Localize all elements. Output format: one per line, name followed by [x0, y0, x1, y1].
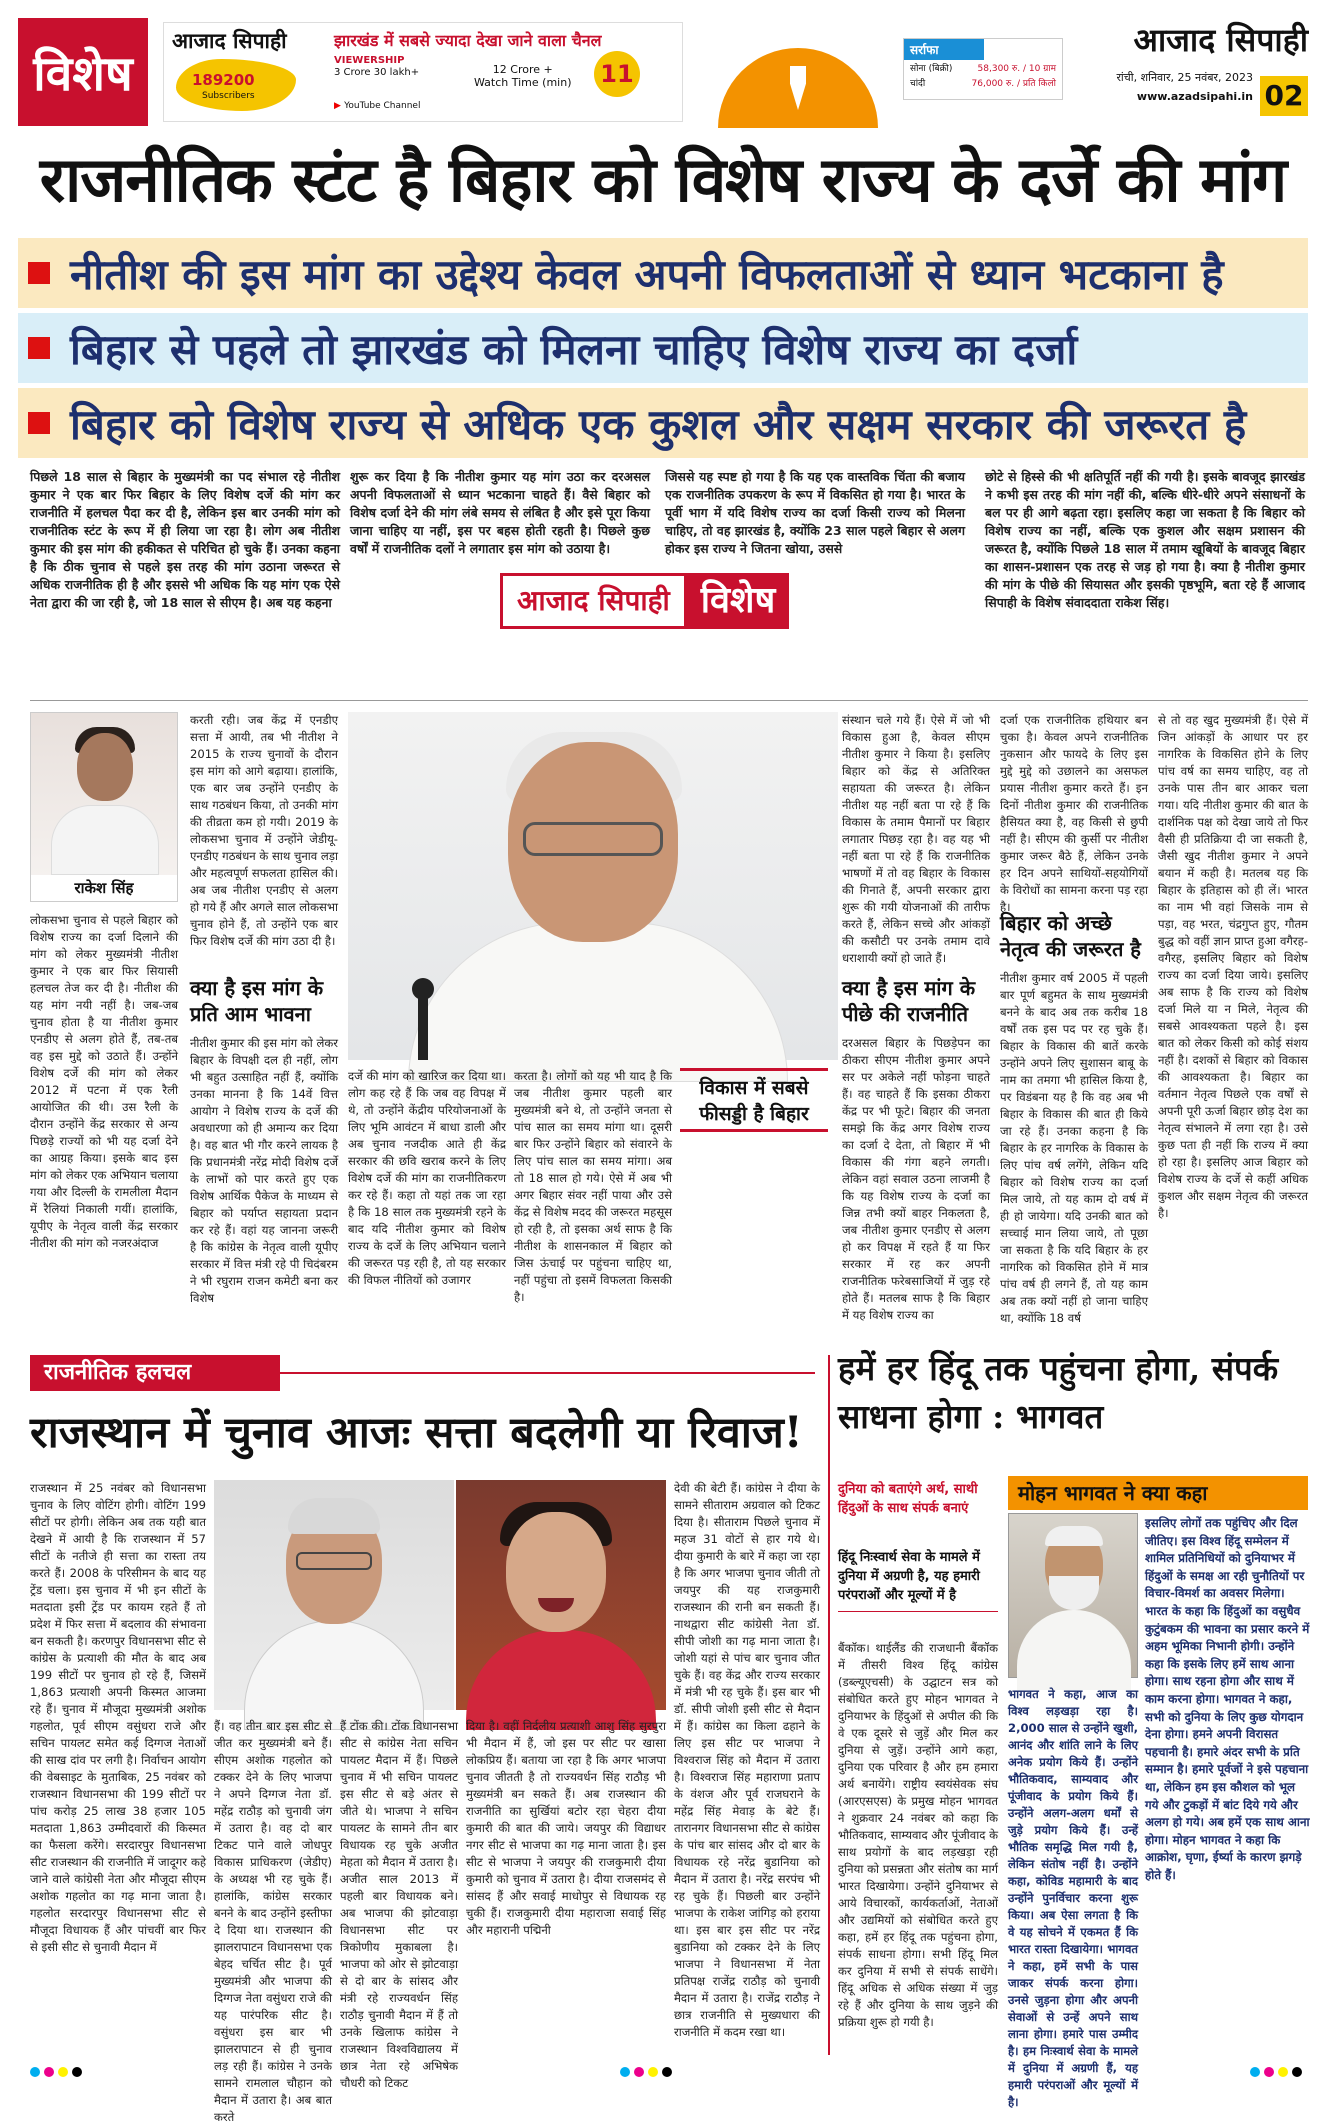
logo-name: आजाद सिपाही — [500, 573, 687, 629]
yellow-dot-icon — [648, 2067, 658, 2077]
rajasthan-column-4: दिया है। वहीं निर्दलीय प्रत्याशी आशु सिंह सुरपुरा भी मैदान में हैं, जो इस पर सीट पर खासा लोकप्रिय हैं। बताया जा रहा है कि अगर भाजपा चुनाव जीतती है तो राज्यवर्धन सिंह राठौड़ भी मुख्यमंत्री बन सकते हैं। अब राजस्थान की राजनीति का सुर्खियां बटोर रहा चेहरा दीया कुमारी की बात की जाये। जयपुर की विद्याधर नगर सीट से भाजपा का गढ़ माना जाता है। इस सीट से भाजपा ने जयपुर की राजकुमारी दीया कुमारी को चुनाव में उतारा है। दीया राजसमंद से सांसद हैं और सवाई माधोपुर से विधायक रह चुकी हैं। राजकुमारी दीया महाराजा सवाई सिंह और महारानी पद्मिनी — [466, 1719, 666, 1937]
face-shape — [506, 1512, 606, 1632]
byline-photo — [30, 712, 178, 902]
black-dot-icon — [72, 2067, 82, 2077]
dateline: रांची, शनिवार, 25 नवंबर, 2023 — [1116, 71, 1253, 84]
rajasthan-column-2: हैं। वह तीन बार इस सीट से जीत कर मुख्यमंत्री बने हैं। सीएम अशोक गहलोत को टक्कर देने के लिए भाजपा ने अपने दिग्गज नेता डॉ. महेंद्र राठौड़ को चुनावी जंग में उतारा है। वह दो बार टिकट पाने वाले जोधपुर विकास प्राधिकरण (जेडीए) के अध्यक्ष भी रह चुके हैं। हालांकि, कांग्रेस सरकार बनने के बाद उन्होंने इस्तीफा दे दिया था। राजस्थान की झालरापाटन विधानसभा एक बेहद चर्चित सीट है। पूर्व मुख्यमंत्री और भाजपा की दिग्गज नेता वसुंधरा राजे की यह पारंपरिक सीट है। वसुंधरा इस बार भी झालरापाटन से ही चुनाव लड़ रही हैं। कांग्रेस ने उनके सामने रामलाल चौहान को मैदान में उतारा है। अब बात करते — [214, 1719, 332, 2124]
bullion-price-box — [903, 38, 1063, 100]
kurta-shape — [1017, 1610, 1131, 1690]
yellow-dot-icon — [58, 2067, 68, 2077]
body-column-4: करता है। लोगों को यह भी याद है कि जब नीतीश कुमार पहली बार मुख्यमंत्री बने थे, तो उन्होंने जनता से पांच साल का समय मांगा था। दूसरी बार फिर उन्होंने बिहार को संवारने के लिए पांच साल का समय मांगा। अब तो 18 साल हो गये। ऐसे में अब भी अगर बिहार संवर नहीं पाया और उसे केंद्र से विशेष मदद की जरूरत महसूस हो रही है, तो इसका अर्थ साफ है कि नीतीश के शासनकाल में बिहार को जिस ऊंचाई पर पहुंचना चाहिए था, नहीं पहुंचा तो इसमें विफलता किसकी है। — [514, 1069, 672, 1304]
viewership-value: 3 Crore 30 lakh+ — [334, 67, 420, 78]
vasundhara-raje-photo — [456, 1480, 666, 1710]
silver-label: चांदी — [910, 79, 926, 89]
shirt-shape — [408, 922, 788, 1082]
subscribers-count: 189200 — [192, 71, 255, 89]
body-column-1: लोकसभा चुनाव से पहले बिहार को विशेष राज्य का दर्जा दिलाने की मांग को लेकर मुख्यमंत्री नीतीश कुमार ने एक बार फिर सियासी हलचल तेज कर दी है। नीतीश की यह मांग नयी नहीं है। जब-जब चुनाव होता है या नीतीश कुमार एनडीए से अलग होते हैं, तब-तब वह इस मुद्दे को उठाते हैं। उन्होंने विशेष दर्जे की मांग को लेकर 2012 में पटना में एक रैली आयोजित की थी। उस रैली के दौरान उन्होंने केंद्र सरकार से अन्य पिछड़े राज्यों को भी यह दर्जा देने का आग्रह किया। इसके बाद इस मांग को लेकर एक अभियान चलाया गया और दिल्ली के रामलीला मैदान में रैलियां निकाली गयीं। हालांकि, यूपीए के नेतृत्व वाली केंद्र सरकार नीतीश की मांग को नजरअंदाज — [30, 913, 178, 1250]
watch-time-value: 12 Crore + — [492, 63, 553, 76]
youtube-label-text: YouTube Channel — [344, 101, 421, 111]
face-shape — [77, 733, 133, 801]
subhead-netritva: बिहार को अच्छे नेतृत्व की जरूरत है — [1000, 911, 1141, 961]
channel-tagline: झारखंड में सबसे ज्यादा देखा जाने वाला चैनल — [334, 31, 602, 50]
channel-promo-strip — [163, 22, 683, 122]
hair-shape — [1045, 1526, 1103, 1546]
byline-name: राकेश सिंह — [31, 875, 177, 901]
body-column-6-top: दर्जा एक राजनीतिक हथियार बन चुका है। केवल अपने राजनीतिक नुकसान और फायदे के लिए इस मुद्दे मुद्दे को उछालने का असफल प्रयास नीतीश कुमार करते हैं। इन दिनों नीतीश कुमार की राजनीतिक हैसियत क्या है, वह किसी से छुपी नहीं है। सीएम की कुर्सी पर नीतीश कुमार जरूर बैठे हैं, लेकिन उनके हर दिन अपने साथियों-सहयोगियों के विरोधों का सामना करना पड़ रहा है। — [1000, 713, 1148, 914]
azad-sipahi-vishesh-logo — [500, 565, 830, 637]
section-band-rajnitik-halchal: राजनीतिक हलचल — [30, 1355, 280, 1391]
bhagwat-quote-column: इसलिए लोगों तक पहुंचिए और दिल जीतिए। इस विश्व हिंदू सम्मेलन में शामिल प्रतिनिधियों को दुनियाभर में हिंदुओं के समक्ष आ रही चुनौतियों पर विचार-विमर्श का अवसर मिलेगा। भारत के कहा कि हिंदुओं का वसुधैव कुटुंबकम की भावना का प्रसार करने में अहम भूमिका निभानी होगी। उन्होंने कहा कि इसके लिए हमें साथ आना होगा। साथ रहना होगा और साथ में काम करना होगा। भागवत ने कहा, सभी को दुनिया के लिए कुछ योगदान देना होगा। हमने अपनी विरासत पहचानी है। हमारे अंदर सभी के प्रति सम्मान है। हमारे पूर्वजों ने इसे पहचाना था, लेकिन हम इस कौशल को भूल गये और टुकड़ों में बांट दिये गये और अलग हो गये। अब हमें एक साथ आना होगा। मोहन भागवत ने कहा कि आक्रोश, घृणा, ईर्ष्या के कारण झगड़े होते हैं। — [1145, 1516, 1310, 1882]
page-number: 02 — [1260, 76, 1308, 116]
cyan-dot-icon — [620, 2067, 630, 2077]
deck-line-2 — [18, 313, 1308, 383]
gold-label: सोना (बिक्री) — [910, 64, 953, 74]
brand-name: आजाद सिपाही — [172, 29, 287, 53]
deck-text-2: बिहार से पहले तो झारखंड को मिलना चाहिए विशेष राज्य का दर्जा — [70, 324, 1078, 374]
subhead-rajneeti: क्या है इस मांग के पीछे की राजनीति — [842, 976, 976, 1026]
youtube-label — [334, 101, 420, 111]
hair-shape — [288, 1498, 380, 1534]
subhead-aam-bhavna: क्या है इस मांग के प्रति आम भावना — [190, 976, 324, 1026]
magenta-dot-icon — [634, 2067, 644, 2077]
intro-column-5: छोटे से हिस्से की भी क्षतिपूर्ति नहीं की गयी है। इसके बावजूद झारखंड ने कभी इस तरह की मांग नहीं की, बल्कि धीरे-धीरे अपने संसाधनों के बल पर ही आगे बढ़ता रहा। इसलिए कहा जा सकता है कि बिहार को विशेष राज्य का नहीं, बल्कि एक कुशल और सक्षम प्रशासन की जरूरत है, क्योंकि पिछले 18 साल में तमाम खूबियों के बावजूद बिहार का शासन-प्रशासन एक तरह से जड़ हो गया है। क्या है नीतीश कुमार की मांग के पीछे की सियासत और इसकी पृष्ठभूमि, बता रहे हैं आजाद सिपाही के विशेष संवाददाता राकेश सिंह। — [985, 469, 1305, 610]
anniversary-badge: 11 — [594, 51, 640, 97]
intro-column-4: जिससे यह स्पष्ट हो गया है कि यह एक वास्तविक चिंता की बजाय एक राजनीतिक उपकरण के रूप में विकसित हो गया है। भारत के पूर्वी भाग में यदि विशेष राज्य का दर्जा किसी राज्य को मिलना चाहिए, तो वह झारखंड है, क्योंकि 23 साल पहले बिहार से अलग होकर इस राज्य ने जितना खोया, उससे — [665, 469, 965, 556]
silver-value: 76,000 रु. / प्रति किलो — [971, 79, 1056, 89]
rajasthan-column-5: देवी की बेटी हैं। कांग्रेस ने दीया के सामने सीताराम अग्रवाल को टिकट दिया है। सीताराम पिछले चुनाव में महज 31 वोटों से हार गये थे। दीया कुमारी के बारे में कहा जा रहा है कि अगर भाजपा चुनाव जीती तो जयपुर की यह राजकुमारी राजस्थान की रानी बन सकती हैं। नाथद्वारा सीट कांग्रेसी नेता डॉ. सीपी जोशी का गढ़ माना जाता है। जोशी यहां से पांच बार चुनाव जीत चुके हैं। वह केंद्र और राज्य सरकार में मंत्री भी रह चुके हैं। इस बार भी डॉ. सीपी जोशी इसी सीट से मैदान में हैं। कांग्रेस का किला ढहाने के लिए इस सीट पर भाजपा ने विश्वराज सिंह को मैदान में उतारा है। विश्वराज सिंह महाराणा प्रताप के वंशज और पूर्व राजघराने के महेंद्र सिंह मेवाड़ के बेटे हैं। तारानगर विधानसभा सीट से कांग्रेस के पांच बार सांसद और दो बार के विधायक रहे नरेंद्र बुडानिया को मैदान में उतारा है। नरेंद्र सरपंच भी रह चुके हैं। पिछली बार उन्होंने भाजपा के राकेश जांगिड़ को हराया था। इस बार इस सीट पर नरेंद्र बुडानिया को टक्कर देने के लिए भाजपा ने विधानसभा में नेता प्रतिपक्ष राजेंद्र राठौड़ को चुनावी मैदान में उतारा है। राजेंद्र राठौड़ ने छात्र राजनीति से मुख्यधारा की राजनीति में कदम रखा था। — [674, 1481, 820, 2039]
intro-column-1: पिछले 18 साल से बिहार के मुख्यमंत्री का पद संभाल रहे नीतीश कुमार ने एक बार फिर बिहार के लिए विशेष दर्जे की मांग कर राजनीति में हलचल पैदा कर दी है, लेकिन इस बार उनकी मांग को राजनीतिक स्टंट के रूप में ही लिया जा रहा है। लोग अब नीतीश कुमार की इस मांग की हकीकत से परिचित हो चुके हैं। उनका कहना है कि ठीक चुनाव से पहले इस तरह की मांग उठाना जरूरत से अधिक राजनीतिक ही है और इससे भी अधिक कि यह मांग एक ऐसे नेता द्वारा की जा रही है, जो 18 साल से सीएम है। अब यह कहना — [30, 469, 340, 610]
body-column-2-top: करती रही। जब केंद्र में एनडीए सत्ता में आयी, तब भी नीतीश ने 2015 के राज्य चुनावों के दौरान इस मांग को आगे बढ़ाया। हालांकि, एक बार जब उन्होंने एनडीए के साथ गठबंधन किया, तो उनकी मांग की तीव्रता कम हो गयी। 2019 के लोकसभा चुनाव में उन्होंने जेडीयू-एनडीए गठबंधन के साथ चुनाव लड़ा और महत्वपूर्ण सफलता हासिल की। अब जब नीतीश एनडीए से अलग हो गये हैं और अगले साल लोकसभा चुनाव होने हैं, तो उन्होंने एक बार फिर विशेष दर्जे की मांग उठा दी है। — [190, 713, 338, 948]
body-column-5-bottom: दरअसल बिहार के पिछड़ेपन का ठीकरा सीएम नीतीश कुमार अपने सर पर अकेले नहीं फोड़ना चाहते हैं। वह चाहते हैं कि इसका ठीकरा केंद्र पर भी फूटे। बिहार की जनता समझे कि केंद्र अगर विशेष राज्य का दर्जा दे देता, तो बिहार में भी विकास की गंगा बहने लगती। लेकिन वहां सवाल उठना लाजमी है कि यह विशेष राज्य के दर्जा का जिन्न तभी क्यों बाहर निकलता है, जब नीतीश कुमार एनडीए से अलग हो कर विपक्ष में रहते हैं या फिर सरकार में रह कर अपनी राजनीतिक फरेबसाजियों में जुड़ रहे होते हैं। मतलब साफ है कि बिहार में यह विशेष राज्य का — [842, 1036, 990, 1322]
gold-value: 58,300 रु. / 10 ग्राम — [977, 64, 1056, 74]
youtube-icon: ▶ — [334, 101, 345, 111]
deck-text-3: बिहार को विशेष राज्य से अधिक एक कुशल और सक्षम सरकार की जरूरत है — [70, 399, 1247, 449]
divider — [30, 700, 1308, 701]
pull-quote-box: विकास में सबसे फीसड्डी है बिहार — [680, 1068, 828, 1132]
masthead — [18, 18, 1308, 126]
bullet-square-icon — [28, 412, 50, 434]
black-dot-icon — [1292, 2067, 1302, 2077]
bhagwat-subhead-2: हिंदू निःस्वार्थ सेवा के मामले में दुनिया में अग्रणी है, यह हमारी परंपराओं और मूल्यों में है — [838, 1548, 998, 1612]
body-column-2-bottom: नीतीश कुमार की इस मांग को लेकर बिहार के विपक्षी दल ही नहीं, लोग भी बहुत उत्साहित नहीं हैं, क्योंकि उनका मानना है कि 14वें वित्त आयोग ने विशेष राज्य के दर्जे की अवधारणा को ही अमान्य कर दिया है। वह बात भी गौर करने लायक है कि प्रधानमंत्री नरेंद्र मोदी विशेष दर्जे के लाभों को पार करते हुए एक विशेष आर्थिक पैकेज के माध्यम से बिहार को पर्याप्त सहायता प्रदान कर रहे हैं। वहां यह जानना जरूरी है कि कांग्रेस के नेतृत्व वाली यूपीए सरकार में वित्त मंत्री रहे पी चिदंबरम ने भी रघुराम राजन कमेटी बना कर विशेष — [190, 1036, 338, 1305]
cyan-dot-icon — [1250, 2067, 1260, 2077]
body-column-3: दर्जे की मांग को खारिज कर दिया था। लोग कह रहे हैं कि जब वह विपक्ष में थे, तो उन्होंने केंद्रीय परियोजनाओं के लिए भूमि आवंटन में बाधा डाली और अब चुनाव नजदीक आते ही केंद्र सरकार की छवि खराब करने के लिए विशेष दर्जे की मांग का राजनीतिकरण कर रहे हैं। कहा तो यहां तक जा रहा है कि 18 साल तक मुख्यमंत्री रहने के बाद यदि नीतीश कुमार को विशेष राज्य के दर्जे के लिए अभियान चलाने की जरूरत पड़ रही है, तो यह सरकार की विफल नीतियों को उजागर — [348, 1069, 506, 1287]
logo-vishesh: विशेष — [687, 573, 790, 629]
pen-nib-logo-icon — [718, 48, 878, 128]
website-link[interactable]: www.azadsipahi.in — [1136, 90, 1253, 103]
newspaper-name: आजाद सिपाही — [1133, 21, 1308, 59]
shirt-shape — [244, 1620, 424, 1730]
deck-text-1: नीतीश की इस मांग का उद्देश्य केवल अपनी विफलताओं से ध्यान भटकाना है — [70, 249, 1224, 299]
viewership-label: VIEWERSHIP — [334, 55, 405, 66]
rajasthan-column-1: राजस्थान में 25 नवंबर को विधानसभा चुनाव के लिए वोटिंग होगी। वोटिंग 199 सीटों पर होगी। लेकिन अब तक यही बात देखने में आयी है कि राजस्थान में 57 सीटों के नतीजे ही सत्ता का रास्ता तय करते हैं। 2008 के परिसीमन के बाद यह ट्रेंड चला। इस चुनाव में भी इन सीटों के मतदाता इसी ट्रेंड पर कायम रहते हैं तो प्रदेश में फिर सत्ता में बदलाव की संभावना बन सकती है। करणपुर विधानसभा सीट से कांग्रेस के प्रत्याशी की मौत के बाद अब 199 सीटों पर चुनाव हो रहे हैं, जिसमें 1,863 प्रत्याशी अपनी किस्मत आजमा रहे हैं। चुनाव में मौजूदा मुख्यमंत्री अशोक गहलोत, पूर्व सीएम वसुंधरा राजे और सचिन पायलट समेत कई दिग्गज नेताओं की साख दांव पर लगी है। निर्वाचन आयोग की वेबसाइट के मुताबिक, 25 नवंबर को राजस्थान विधानसभा की 199 सीटों पर पांच करोड़ 25 लाख 38 हजार 105 मतदाता 1,863 उम्मीदवारों की किस्मत का फैसला करेंगे। सरदारपुर विधानसभा सीट राजस्थान की राजनीति में जादूगर कहे जाने वाले कांग्रेसी नेता और मौजूदा सीएम अशोक गहलोत का गढ़ माना जाता है। गहलोत सरदारपुर विधानसभा सीट से मौजूदा विधायक हैं और पांचवीं बार फिर से इसी सीट से चुनावी मैदान में — [30, 1481, 206, 1954]
watch-time-label: Watch Time (min) — [474, 76, 572, 89]
body-column-5-top: संस्थान चले गये हैं। ऐसे में जो भी विकास हुआ है, केवल सीएम नीतीश कुमार ने किया है। इसलिए बिहार को केंद्र से अतिरिक्त सहायता की जरूरत है। लेकिन नीतीश यह नहीं बता पा रहे हैं कि विकास के तमाम पैमानों पर बिहार लगातार पिछड़ रहा है। वह यह भी नहीं बता पा रहे हैं कि राजनीतिक भाषणों में तो वह बिहार के विकास की गिनाते हैं, अपनी सरकार द्वारा शुरू की गयी योजनाओं की तारीफ करते हैं, लेकिन सच्चे और आंकड़ों की कसौटी पर उनके तमाम दावे धराशायी क्यों हो जाते हैं। — [842, 713, 990, 965]
nitish-kumar-photo — [348, 712, 838, 1060]
registration-marks-right — [1250, 2067, 1302, 2077]
spectacles-shape — [296, 1552, 372, 1570]
rajasthan-column-3: हैं टोंक की। टोंक विधानसभा सीट से कांग्रेस नेता सचिन पायलट मैदान में हैं। पिछले चुनाव में भी सचिन पायलट इस सीट से बड़े अंतर से जीते थे। भाजपा ने सचिन पायलट के सामने तीन बार विधायक रह चुके अजीत मेहता को मैदान में उतारा है। अजीत साल 2013 में पहली बार विधायक बने। अब भाजपा की झोटवाड़ा विधानसभा सीट पर त्रिकोणीय मुकाबला है। भाजपा को ओर से झोटवाड़ा से दो बार के सांसद और मंत्री रहे राज्यवर्धन सिंह राठौड़ चुनावी मैदान में हैं तो उनके खिलाफ कांग्रेस ने राजस्थान विश्वविद्यालय में छात्र नेता रहे अभिषेक चौधरी को टिकट — [340, 1719, 458, 2090]
cyan-dot-icon — [30, 2067, 40, 2077]
yellow-dot-icon — [1278, 2067, 1288, 2077]
black-dot-icon — [662, 2067, 672, 2077]
gold-price-row — [904, 60, 1062, 75]
silver-price-row — [904, 75, 1062, 90]
deck-line-1 — [18, 238, 1308, 308]
beard-shape — [1049, 1576, 1099, 1610]
torso-shape — [51, 805, 159, 875]
bhagwat-headline: हमें हर हिंदू तक पहुंचना होगा, संपर्क साधना होगा : भागवत — [838, 1349, 1279, 1436]
vertical-separator — [828, 1355, 830, 2055]
registration-marks-left — [30, 2067, 82, 2077]
section-label: विशेष — [18, 18, 148, 126]
body-column-6-bottom: नीतीश कुमार वर्ष 2005 में पहली बार पूर्ण बहुमत के साथ मुख्यमंत्री बनने के बाद अब तक करीब 18 वर्षों तक इस पद पर रह चुके हैं। बिहार के विकास की बातें करके उन्होंने अपने लिए सुशासन बाबू के नाम का तमगा भी हासिल किया है, पर विडंबना यह है कि वह अब भी बिहार के विकास की बात ही किये जा रहे हैं। उनका कहना है कि बिहार के हर नागरिक के विकास के लिए पांच वर्ष लगेंगे, लेकिन यदि बिहार को विशेष राज्य का दर्जा मिल जाये, तो यह काम दो वर्ष में ही हो जायेगा। यदि उनकी बात को सच्चाई मान लिया जाये, तो पूछा जा सकता है कि यदि बिहार के हर नागरिक को विकसित होने में मात्र पांच वर्ष ही लगने हैं, तो यह काम अब तक क्यों नहीं हो जाना चाहिए था, क्योंकि 18 वर्ष — [1000, 971, 1148, 1325]
lead-headline: राजनीतिक स्टंट है बिहार को विशेष राज्य के दर्जे की मांग — [39, 143, 1287, 216]
ashok-gehlot-photo — [214, 1480, 454, 1710]
microphone-stand — [418, 992, 428, 1060]
bhagwat-body: बैंकॉक। थाईलैंड की राजधानी बैंकॉक में तीसरी विश्व हिंदू कांग्रेस (डब्ल्यूएचसी) के उद्घाटन सत्र को संबोधित करते हुए मोहन भागवत ने दुनियाभर के हिंदुओं से अपील की कि वे एक दूसरे से जुड़ें और मिल कर दुनिया से जुड़ें। उन्होंने आगे कहा, दुनिया एक परिवार है और हम हमारा अर्थ बनायेंगे। राष्ट्रीय स्वयंसेवक संघ (आरएसएस) के प्रमुख मोहन भागवत ने शुक्रवार 24 नवंबर को कहा कि भौतिकवाद, साम्यवाद और पूंजीवाद के साथ प्रयोगों के बाद लड़खड़ा रही दुनिया को प्रसन्नता और संतोष का मार्ग भारत दिखायेगा। उन्होंने दुनियाभर से आये विचारकों, कार्यकर्ताओं, नेताओं और उद्यमियों को संबोधित करते हुए कहा, हमें हर हिंदू तक पहुंचना होगा, संपर्क साधना होगा। सभी हिंदू मिल कर दुनिया में सभी से संपर्क साधेंगे। हिंदू अधिक से अधिक संख्या में जुड़ रहे हैं और दुनिया के साथ जुड़ने की प्रक्रिया शुरू हो गयी है। — [838, 1641, 998, 2029]
bhagwat-subhead-1: दुनिया को बताएंगे अर्थ, साथी हिंदुओं के साथ संपर्क बनाएं — [838, 1482, 978, 1516]
bullet-square-icon — [28, 262, 50, 284]
subscribers-label: Subscribers — [202, 91, 255, 101]
bullet-square-icon — [28, 337, 50, 359]
mohan-bhagwat-photo — [1008, 1513, 1138, 1678]
spectacles-shape — [523, 822, 663, 856]
bhagwat-photo-caption: भागवत ने कहा, आज का विश्व लड़खड़ा रहा है। 2,000 साल से उन्होंने खुशी, आनंद और शांति लाने के लिए अनेक प्रयोग किये हैं। उन्होंने भौतिकवाद, साम्यवाद और पूंजीवाद के प्रयोग किये हैं। उन्होंने अलग-अलग धर्मों से जुड़े प्रयोग किये हैं। उन्हें भौतिक समृद्धि मिल गयी है, लेकिन संतोष नहीं है। उन्होंने कहा, कोविड महामारी के बाद उन्होंने पुनर्विचार करना शुरू किया। अब ऐसा लगता है कि वे यह सोचने में एकमत हैं कि भारत रास्ता दिखायेगा। भागवत ने कहा, हमें सभी के पास जाकर संपर्क करना होगा। उनसे जुड़ना होगा और अपनी सेवाओं से उन्हें अपने साथ लाना होगा। हमारे पास उम्मीद है। हम निःस्वार्थ सेवा के मामले में दुनिया में अग्रणी हैं, यह हमारी परंपराओं और मूल्यों में है। — [1008, 1687, 1138, 2109]
magenta-dot-icon — [1264, 2067, 1274, 2077]
registration-marks-center — [620, 2067, 672, 2077]
bullion-title: सर्राफा — [904, 39, 984, 60]
viewership-stat — [334, 55, 419, 79]
bhagwat-box-title: मोहन भागवत ने क्या कहा — [1008, 1476, 1308, 1510]
saree-shape — [466, 1630, 656, 1730]
section-rule — [280, 1372, 815, 1374]
magenta-dot-icon — [44, 2067, 54, 2077]
intro-column-2: शुरू कर दिया है कि नीतीश कुमार यह मांग उठा कर दरअसल अपनी विफलताओं से ध्यान भटकाना चाहते हैं। वैसे बिहार को विशेष दर्जा देने की मांग लंबे समय से लंबित है और इसे पूरा किया जाना चाहिए या नहीं, इस पर बहस होती रहती है। पिछले कुछ वर्षों में राजनीतिक दलों ने लगातार इस मांग को उठाया है। — [350, 469, 650, 556]
rajasthan-headline: राजस्थान में चुनाव आजः सत्ता बदलेगी या रिवाज! — [30, 1408, 803, 1458]
deck-line-3 — [18, 388, 1308, 458]
watch-time-stat — [474, 63, 572, 89]
body-column-7: से तो वह खुद मुख्यमंत्री हैं। ऐसे में जिन आंकड़ों के आधार पर हर नागरिक के विकसित होने के लिए पांच वर्ष का समय चाहिए, वह तो उनके पास तीन बार आकर चला गया। यदि नीतीश कुमार की बात के दार्शनिक पक्ष को देखा जाये तो फिर वैसी ही प्रतिक्रिया दी जा सकती है, जैसी खुद नीतीश कुमार ने अपने बयान में कही है। मतलब यह कि बिहार के इतिहास को ही लें। भारत का नाम भी वहां जिसके नाम से पड़ा, वह भरत, चंद्रगुप्त हुए, गौतम बुद्ध को वहीं ज्ञान प्राप्त हुआ वगैरह-वगैरह, इसलिए बिहार को विशेष राज्य का दर्जा दिया जाये। इसलिए अब साफ है कि राज्य को विशेष दर्जा मिले या न मिले, नेतृत्व की सबसे आवश्यकता पहले है। इस बात को लेकर किसी को कोई संशय नहीं है। दशकों से बिहार को विकास की आवश्यकता है। बिहार का वर्तमान नेतृत्व पिछले एक वर्षों से अपनी पूरी ऊर्जा बिहार छोड़ देश का नेतृत्व संभालने में लगा रहा है। उसे कुछ पता ही नहीं कि राज्य में क्या हो रहा है। इसलिए आज बिहार को विशेष राज्य के दर्जे से कहीं अधिक कुशल और सक्षम नेतृत्व की जरूरत है। — [1158, 713, 1308, 1220]
